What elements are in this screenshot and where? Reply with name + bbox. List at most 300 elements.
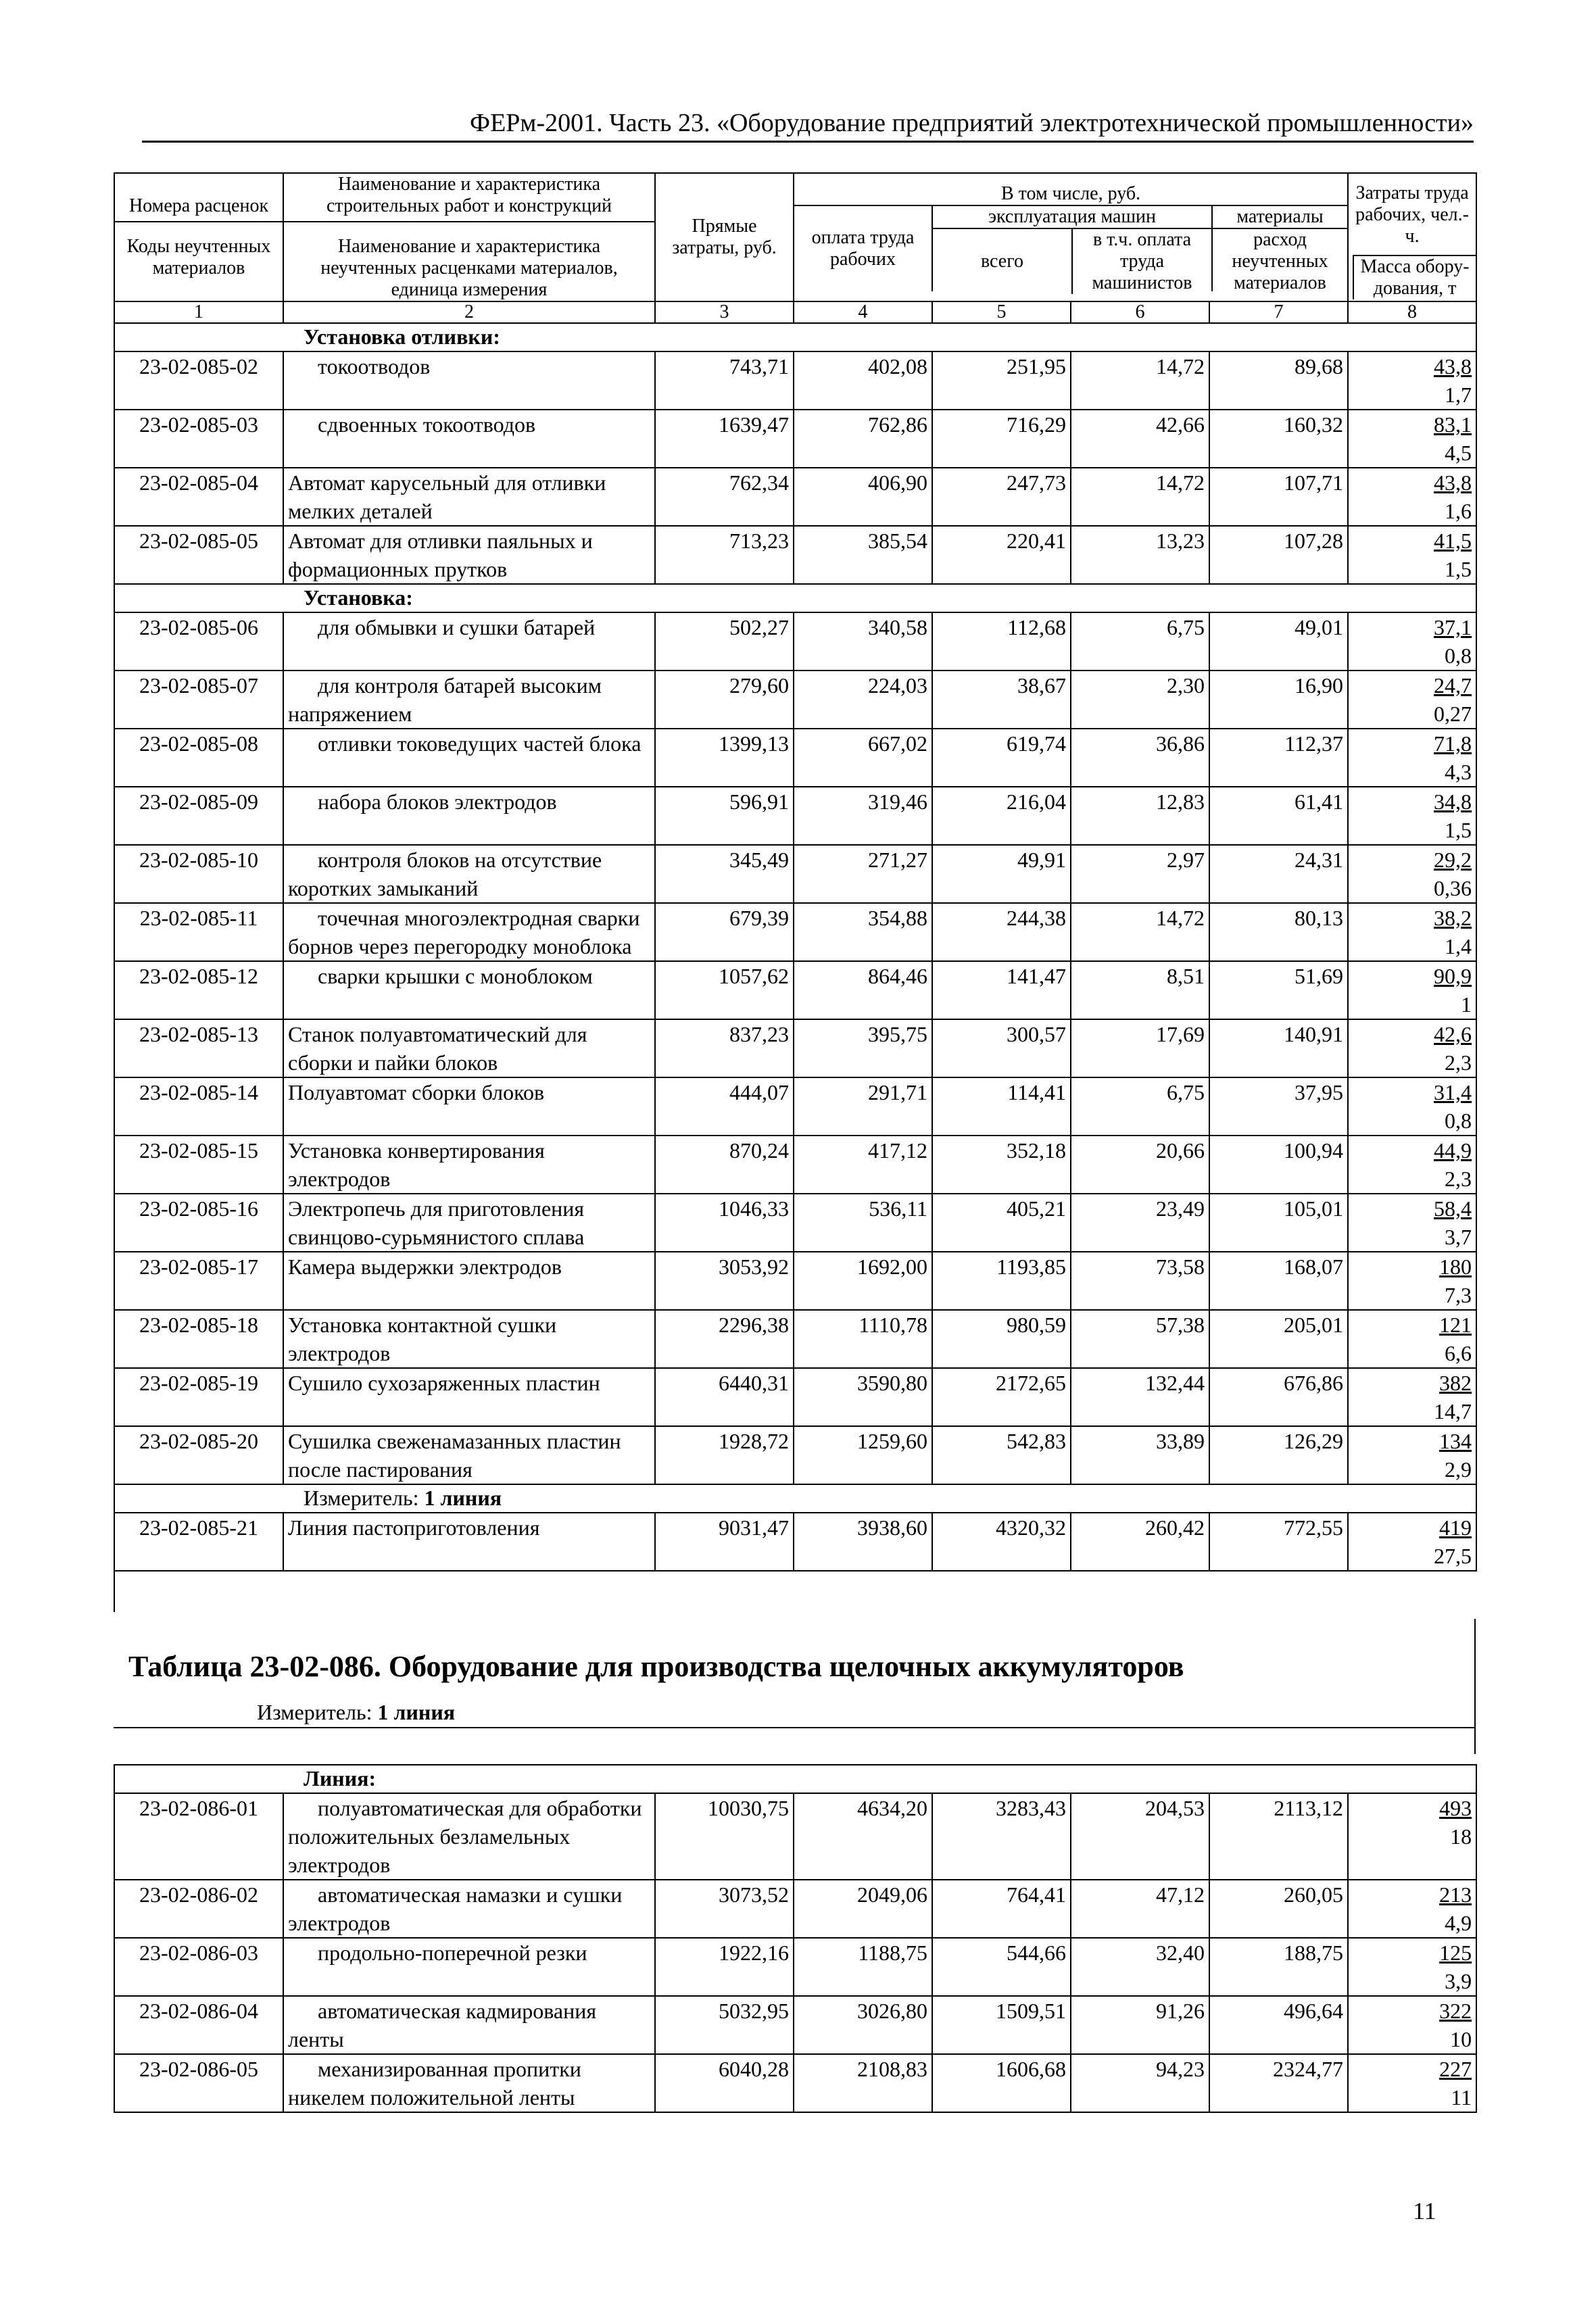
rate-code: 23-02-085-07 <box>114 671 283 729</box>
machines-cost: 352,18 <box>932 1136 1071 1194</box>
materials-cost: 16,90 <box>1209 671 1348 729</box>
rate-code: 23-02-086-05 <box>114 2054 283 2112</box>
labor-hours: 125 <box>1439 1941 1472 1965</box>
measure-label <box>283 1484 1476 1513</box>
rate-code: 23-02-085-18 <box>114 1310 283 1368</box>
labor-hours: 31,4 <box>1434 1080 1472 1104</box>
rate-code: 23-02-085-19 <box>114 1368 283 1426</box>
table-row <box>114 526 1476 584</box>
machinists-cost: 17,69 <box>1071 1019 1209 1077</box>
labor-hours: 34,8 <box>1434 789 1472 814</box>
page-header <box>142 108 1474 143</box>
machines-cost: 764,41 <box>932 1880 1071 1938</box>
table-row <box>114 1368 1476 1426</box>
measure-value: 1 линия <box>424 1486 502 1510</box>
labor-hours: 29,2 <box>1434 848 1472 872</box>
rate-name: Сушило сухозаряженных пластин <box>283 1368 655 1426</box>
labor-cost: 762,86 <box>794 410 932 468</box>
labor-mass-cell <box>1348 787 1476 845</box>
equipment-mass: 0,36 <box>1434 876 1472 900</box>
labor-cost: 3590,80 <box>794 1368 932 1426</box>
section2-body <box>114 584 1476 612</box>
labor-mass-cell <box>1348 468 1476 526</box>
table-row <box>114 2054 1476 2112</box>
equipment-mass: 7,3 <box>1445 1283 1472 1307</box>
table-row <box>114 1077 1476 1136</box>
direct-cost: 1057,62 <box>655 961 794 1019</box>
equipment-mass: 6,6 <box>1445 1341 1472 1365</box>
labor-mass-cell <box>1348 612 1476 671</box>
col-machinists-labor: в т.ч. оплата труда машинистов <box>1092 229 1192 293</box>
divider-line <box>114 1727 1476 1728</box>
machines-cost: 300,57 <box>932 1019 1071 1077</box>
rate-name <box>283 1938 655 1996</box>
rate-name <box>283 1793 655 1880</box>
machinists-cost: 42,66 <box>1071 410 1209 468</box>
direct-cost: 1399,13 <box>655 729 794 787</box>
machines-cost: 3283,43 <box>932 1793 1071 1880</box>
equipment-mass: 2,3 <box>1445 1050 1472 1075</box>
materials-cost: 126,29 <box>1209 1426 1348 1484</box>
direct-cost: 1046,33 <box>655 1194 794 1252</box>
rate-name-text: автоматическая намазки и сушки электродов <box>288 1882 623 1935</box>
labor-cost: 406,90 <box>794 468 932 526</box>
measure-row <box>114 1484 1476 1513</box>
machinists-cost: 23,49 <box>1071 1194 1209 1252</box>
rate-name-text: продольно-поперечной резки <box>318 1941 587 1965</box>
rate-name <box>283 410 655 468</box>
labor-hours: 58,4 <box>1434 1196 1472 1221</box>
table-body-group1 <box>114 351 1476 584</box>
col-num: 8 <box>1348 301 1476 323</box>
section-row <box>114 1765 1476 1793</box>
equipment-mass: 1,4 <box>1445 934 1472 958</box>
rate-code: 23-02-085-21 <box>114 1513 283 1571</box>
rate-name <box>283 612 655 671</box>
machinists-cost: 57,38 <box>1071 1310 1209 1368</box>
materials-cost: 107,71 <box>1209 468 1348 526</box>
machines-cost: 2172,65 <box>932 1368 1071 1426</box>
labor-cost: 864,46 <box>794 961 932 1019</box>
rate-code: 23-02-085-17 <box>114 1252 283 1310</box>
machines-cost: 112,68 <box>932 612 1071 671</box>
rate-name-text: сварки крышки с моноблоком <box>318 964 593 988</box>
machinists-cost: 260,42 <box>1071 1513 1209 1571</box>
materials-cost: 2324,77 <box>1209 2054 1348 2112</box>
direct-cost: 502,27 <box>655 612 794 671</box>
rate-code: 23-02-085-20 <box>114 1426 283 1484</box>
machines-cost: 244,38 <box>932 903 1071 961</box>
labor-hours: 493 <box>1439 1796 1472 1820</box>
rate-name-text: для контроля батарей высоким напряжением <box>288 673 602 726</box>
equipment-mass: 2,3 <box>1445 1167 1472 1191</box>
direct-cost: 743,71 <box>655 351 794 410</box>
machinists-cost: 204,53 <box>1071 1793 1209 1880</box>
labor-hours: 43,8 <box>1434 354 1472 379</box>
rates-table <box>114 172 1477 1612</box>
machines-cost: 1606,68 <box>932 2054 1071 2112</box>
rate-code: 23-02-085-10 <box>114 845 283 903</box>
labor-hours: 24,7 <box>1434 673 1472 698</box>
machines-group <box>933 206 1213 291</box>
direct-cost: 837,23 <box>655 1019 794 1077</box>
section-row <box>114 584 1476 612</box>
col-incl-group <box>794 173 1348 301</box>
table-row <box>114 612 1476 671</box>
equipment-mass: 27,5 <box>1434 1544 1472 1568</box>
materials-cost: 260,05 <box>1209 1880 1348 1938</box>
col2b-label: Наименование и характеристика неучтенных расценками материалов, единица измерения <box>320 236 618 300</box>
direct-cost: 444,07 <box>655 1077 794 1136</box>
machines-cost: 405,21 <box>932 1194 1071 1252</box>
table2-section-body <box>114 1765 1476 1793</box>
labor-hours: 419 <box>1439 1515 1472 1540</box>
machinists-cost: 6,75 <box>1071 1077 1209 1136</box>
table-row <box>114 1513 1476 1571</box>
rates-table-2 <box>114 1764 1477 2113</box>
equipment-mass: 1,5 <box>1445 818 1472 842</box>
labor-cost: 4634,20 <box>794 1793 932 1880</box>
section-spacer <box>114 323 283 351</box>
equipment-mass: 18 <box>1450 1824 1472 1849</box>
measure-prefix: Измеритель: <box>257 1700 372 1724</box>
table-row <box>114 1880 1476 1938</box>
labor-hours: 38,2 <box>1434 906 1472 930</box>
rate-name: Электропечь для приготовления свинцово-сурьмянистого сплава <box>283 1194 655 1252</box>
rate-name-text: контроля блоков на отсутствие коротких замыканий <box>288 848 602 900</box>
equipment-mass: 1 <box>1461 992 1472 1017</box>
equipment-mass: 1,6 <box>1445 499 1472 523</box>
table-row <box>114 1019 1476 1077</box>
rate-name: Полуавтомат сборки блоков <box>283 1077 655 1136</box>
rate-name-text: сдвоенных токоотводов <box>318 412 536 437</box>
col-materials: расход неучтенных материалов <box>1232 229 1328 293</box>
col-name-header <box>283 173 655 301</box>
right-border <box>1474 1619 1476 1754</box>
machines-label: эксплуатация машин <box>933 206 1211 229</box>
header-title: ФЕРм-2001. Часть 23. «Оборудование предприятий электротехнической промышленности» <box>470 109 1474 137</box>
rate-name <box>283 1880 655 1938</box>
machines-cost: 619,74 <box>932 729 1071 787</box>
equipment-mass: 2,9 <box>1445 1457 1472 1482</box>
rate-name <box>283 1996 655 2054</box>
labor-mass-cell <box>1348 1368 1476 1426</box>
table-row <box>114 1996 1476 2054</box>
materials-cost: 188,75 <box>1209 1938 1348 1996</box>
blank-row <box>114 1571 1476 1612</box>
rate-code: 23-02-085-09 <box>114 787 283 845</box>
col-num: 3 <box>655 301 794 323</box>
table-body <box>114 301 1476 351</box>
rate-code: 23-02-086-03 <box>114 1938 283 1996</box>
table2-measure <box>257 1700 455 1725</box>
labor-mass-cell <box>1348 961 1476 1019</box>
labor-hours: 44,9 <box>1434 1138 1472 1163</box>
col-labor: оплата труда рабочих <box>794 206 933 291</box>
direct-cost: 5032,95 <box>655 1996 794 2054</box>
machinists-cost: 14,72 <box>1071 351 1209 410</box>
rate-code: 23-02-085-04 <box>114 468 283 526</box>
labor-cost: 271,27 <box>794 845 932 903</box>
rate-name <box>283 787 655 845</box>
col-machines-total: всего <box>933 229 1073 294</box>
machines-cost: 216,04 <box>932 787 1071 845</box>
machinists-cost: 8,51 <box>1071 961 1209 1019</box>
measure-value: 1 линия <box>377 1700 456 1724</box>
rate-code: 23-02-085-13 <box>114 1019 283 1077</box>
materials-cost: 80,13 <box>1209 903 1348 961</box>
section-title: Установка отливки: <box>283 323 1476 351</box>
rate-code: 23-02-086-04 <box>114 1996 283 2054</box>
machines-cost: 49,91 <box>932 845 1071 903</box>
labor-cost: 3026,80 <box>794 1996 932 2054</box>
labor-hours: 37,1 <box>1434 615 1472 639</box>
section-row <box>114 323 1476 351</box>
col-codes-header <box>114 173 283 301</box>
col8a-label: Затраты труда рабочих, чел.-ч. <box>1355 182 1469 247</box>
machinists-cost: 14,72 <box>1071 903 1209 961</box>
table-row <box>114 961 1476 1019</box>
labor-cost: 1259,60 <box>794 1426 932 1484</box>
col2a-label: Наименование и характеристика строительных работ и конструкций <box>284 174 654 222</box>
labor-cost: 417,12 <box>794 1136 932 1194</box>
materials-cost: 61,41 <box>1209 787 1348 845</box>
machinists-cost: 20,66 <box>1071 1136 1209 1194</box>
machines-cost: 38,67 <box>932 671 1071 729</box>
materials-cost: 2113,12 <box>1209 1793 1348 1880</box>
machinists-cost: 47,12 <box>1071 1880 1209 1938</box>
col1b-label: Коды неучтенных материалов <box>126 236 271 278</box>
table-row <box>114 903 1476 961</box>
labor-cost: 536,11 <box>794 1194 932 1252</box>
section-spacer <box>114 1484 283 1513</box>
labor-hours: 134 <box>1439 1429 1472 1453</box>
labor-cost: 385,54 <box>794 526 932 584</box>
table-row <box>114 1194 1476 1252</box>
direct-cost: 713,23 <box>655 526 794 584</box>
labor-cost: 3938,60 <box>794 1513 932 1571</box>
table-row <box>114 468 1476 526</box>
direct-cost: 9031,47 <box>655 1513 794 1571</box>
labor-hours: 180 <box>1439 1254 1472 1279</box>
machinists-cost: 33,89 <box>1071 1426 1209 1484</box>
rate-code: 23-02-085-15 <box>114 1136 283 1194</box>
machinists-cost: 91,26 <box>1071 1996 1209 2054</box>
materials-group <box>1213 206 1347 291</box>
col-num: 7 <box>1209 301 1348 323</box>
labor-hours: 71,8 <box>1434 731 1472 756</box>
direct-cost: 345,49 <box>655 845 794 903</box>
labor-hours: 322 <box>1439 1999 1472 2023</box>
blank-body <box>114 1571 1476 1612</box>
labor-hours: 121 <box>1439 1313 1472 1337</box>
labor-mass-cell <box>1348 526 1476 584</box>
equipment-mass: 0,27 <box>1434 702 1472 726</box>
labor-mass-cell <box>1348 1252 1476 1310</box>
page-number: 11 <box>1413 2197 1436 2224</box>
incl-label: В том числе, руб. <box>794 183 1347 206</box>
labor-mass-cell <box>1348 1194 1476 1252</box>
materials-cost: 37,95 <box>1209 1077 1348 1136</box>
rate-name-text: механизированная пропитки никелем положительной ленты <box>288 2057 581 2110</box>
equipment-mass: 11 <box>1451 2085 1472 2110</box>
table-row <box>114 1310 1476 1368</box>
labor-hours: 227 <box>1439 2057 1472 2081</box>
materials-cost: 205,01 <box>1209 1310 1348 1368</box>
table-body-group2 <box>114 612 1476 1484</box>
labor-mass-cell <box>1348 729 1476 787</box>
table2-body <box>114 1793 1476 2112</box>
rate-code: 23-02-085-05 <box>114 526 283 584</box>
rate-name: Камера выдержки электродов <box>283 1252 655 1310</box>
col-num: 2 <box>283 301 655 323</box>
materials-cost: 100,94 <box>1209 1136 1348 1194</box>
materials-label: материалы <box>1213 206 1347 229</box>
rate-name <box>283 351 655 410</box>
equipment-mass: 14,7 <box>1434 1399 1472 1423</box>
labor-cost: 291,71 <box>794 1077 932 1136</box>
labor-hours: 42,6 <box>1434 1022 1472 1046</box>
labor-cost: 2108,83 <box>794 2054 932 2112</box>
direct-cost: 6040,28 <box>655 2054 794 2112</box>
rate-code: 23-02-085-16 <box>114 1194 283 1252</box>
labor-hours: 90,9 <box>1434 964 1472 988</box>
table2-title: Таблица 23-02-086. Оборудование для производства щелочных аккумуляторов <box>128 1650 1184 1683</box>
section-title: Установка: <box>283 584 1476 612</box>
labor-mass-cell <box>1348 351 1476 410</box>
machinists-cost: 36,86 <box>1071 729 1209 787</box>
labor-mass-cell <box>1348 903 1476 961</box>
rate-code: 23-02-085-11 <box>114 903 283 961</box>
rate-code: 23-02-085-06 <box>114 612 283 671</box>
col8b-label: Масса обору-дования, т <box>1353 255 1476 299</box>
labor-hours: 382 <box>1439 1371 1472 1395</box>
direct-cost: 10030,75 <box>655 1793 794 1880</box>
equipment-mass: 10 <box>1450 2027 1472 2051</box>
measure-prefix: Измеритель: <box>304 1486 419 1510</box>
labor-mass-cell <box>1348 1077 1476 1136</box>
equipment-mass: 0,8 <box>1445 1108 1472 1133</box>
labor-cost: 1188,75 <box>794 1938 932 1996</box>
rate-code: 23-02-085-14 <box>114 1077 283 1136</box>
col1a-label: Номера расценок <box>115 195 283 222</box>
equipment-mass: 0,8 <box>1445 643 1472 668</box>
labor-cost: 354,88 <box>794 903 932 961</box>
machines-cost: 542,83 <box>932 1426 1071 1484</box>
col-labor-mass <box>1348 173 1476 301</box>
machines-cost: 544,66 <box>932 1938 1071 1996</box>
labor-mass-cell <box>1348 1938 1476 1996</box>
rate-name <box>283 845 655 903</box>
incl-subheaders <box>794 206 1347 291</box>
machines-cost: 247,73 <box>932 468 1071 526</box>
rate-code: 23-02-085-02 <box>114 351 283 410</box>
machinists-cost: 6,75 <box>1071 612 1209 671</box>
direct-cost: 870,24 <box>655 1136 794 1194</box>
labor-mass-cell <box>1348 1996 1476 2054</box>
column-numbers-row <box>114 301 1476 323</box>
labor-cost: 224,03 <box>794 671 932 729</box>
labor-mass-cell <box>1348 1019 1476 1077</box>
materials-cost: 51,69 <box>1209 961 1348 1019</box>
rate-name: Автомат для отливки паяльных и формационных прутков <box>283 526 655 584</box>
machines-cost: 114,41 <box>932 1077 1071 1136</box>
machinists-cost: 2,30 <box>1071 671 1209 729</box>
direct-cost: 3053,92 <box>655 1252 794 1310</box>
materials-cost: 496,64 <box>1209 1996 1348 2054</box>
labor-mass-cell <box>1348 410 1476 468</box>
equipment-mass: 3,7 <box>1445 1225 1472 1249</box>
machinists-cost: 132,44 <box>1071 1368 1209 1426</box>
direct-cost: 2296,38 <box>655 1310 794 1368</box>
materials-cost: 168,07 <box>1209 1252 1348 1310</box>
materials-cost: 772,55 <box>1209 1513 1348 1571</box>
labor-hours: 41,5 <box>1434 529 1472 553</box>
machinists-cost: 13,23 <box>1071 526 1209 584</box>
section-spacer <box>114 1765 283 1793</box>
col-num: 5 <box>932 301 1071 323</box>
materials-cost: 89,68 <box>1209 351 1348 410</box>
col-num: 1 <box>114 301 283 323</box>
direct-cost: 679,39 <box>655 903 794 961</box>
machines-cost: 1193,85 <box>932 1252 1071 1310</box>
machinists-cost: 14,72 <box>1071 468 1209 526</box>
labor-cost: 667,02 <box>794 729 932 787</box>
rate-name-text: автоматическая кадмирования ленты <box>288 1999 597 2051</box>
direct-cost: 596,91 <box>655 787 794 845</box>
rate-name <box>283 671 655 729</box>
measure-body <box>114 1484 1476 1513</box>
rate-code: 23-02-086-01 <box>114 1793 283 1880</box>
labor-mass-cell <box>1348 1880 1476 1938</box>
labor-mass-cell <box>1348 1426 1476 1484</box>
rate-code: 23-02-086-02 <box>114 1880 283 1938</box>
labor-mass-cell <box>1348 2054 1476 2112</box>
rate-name: Линия пастоприготовления <box>283 1513 655 1571</box>
direct-cost: 279,60 <box>655 671 794 729</box>
labor-cost: 1110,78 <box>794 1310 932 1368</box>
labor-mass-cell <box>1348 671 1476 729</box>
machinists-cost: 32,40 <box>1071 1938 1209 1996</box>
labor-mass-cell <box>1348 845 1476 903</box>
labor-cost: 2049,06 <box>794 1880 932 1938</box>
labor-cost: 395,75 <box>794 1019 932 1077</box>
table-row <box>114 351 1476 410</box>
labor-hours: 83,1 <box>1434 412 1472 437</box>
labor-hours: 213 <box>1439 1882 1472 1907</box>
materials-cost: 112,37 <box>1209 729 1348 787</box>
table-row <box>114 410 1476 468</box>
materials-cost: 24,31 <box>1209 845 1348 903</box>
col-direct-cost: Прямые затраты, руб. <box>655 173 794 301</box>
machines-cost: 1509,51 <box>932 1996 1071 2054</box>
table-row <box>114 729 1476 787</box>
machinists-cost: 12,83 <box>1071 787 1209 845</box>
section-spacer <box>114 584 283 612</box>
direct-cost: 762,34 <box>655 468 794 526</box>
rate-name <box>283 961 655 1019</box>
labor-mass-cell <box>1348 1513 1476 1571</box>
rate-code: 23-02-085-03 <box>114 410 283 468</box>
machines-cost: 4320,32 <box>932 1513 1071 1571</box>
rate-name-text: точечная многоэлектродная сварки борнов через перегородку моноблока <box>288 906 640 958</box>
blank-cell <box>114 1571 1476 1612</box>
machinists-cost: 94,23 <box>1071 2054 1209 2112</box>
rate-name <box>283 729 655 787</box>
rate-name-text: отливки токоведущих частей блока <box>318 731 642 756</box>
col-num: 4 <box>794 301 932 323</box>
labor-hours: 43,8 <box>1434 470 1472 495</box>
